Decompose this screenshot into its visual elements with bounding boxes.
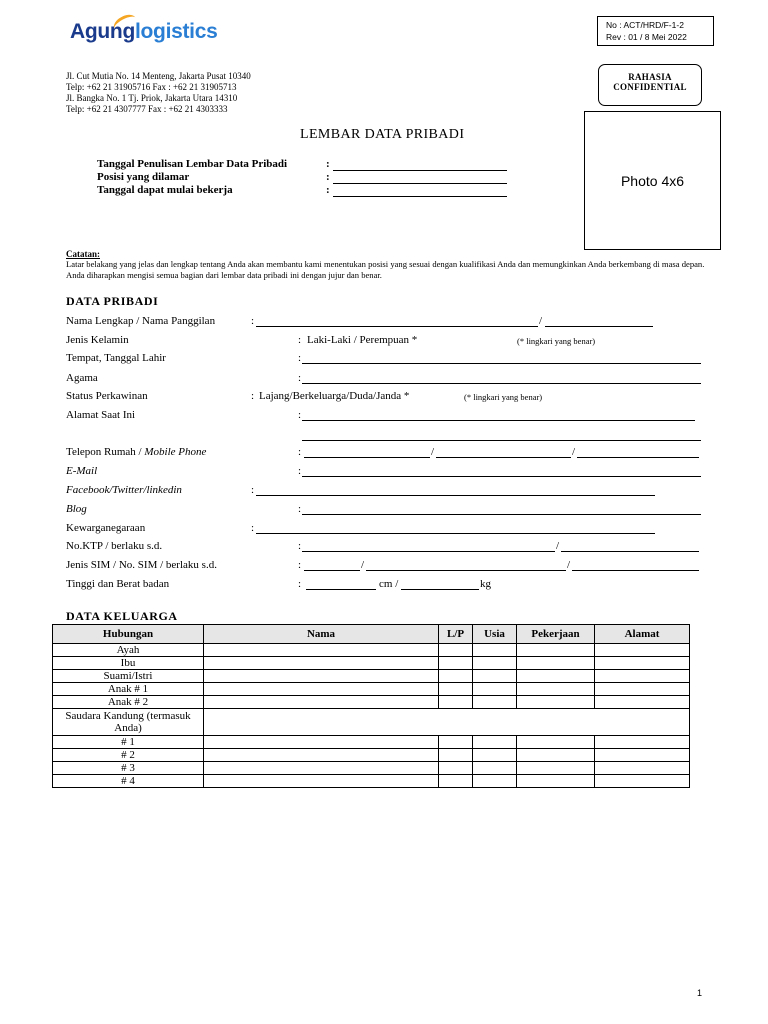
input-address-line2[interactable] [302, 429, 701, 441]
colon: : [251, 390, 255, 402]
input-full-name[interactable] [256, 315, 538, 327]
input-sim-valid-until[interactable] [572, 559, 699, 571]
column-header-relation: Hubungan [53, 625, 204, 644]
note-heading: Catatan: [66, 249, 100, 259]
input-address-line1[interactable] [302, 409, 695, 421]
input-phone-home[interactable] [304, 446, 430, 458]
gender-cell[interactable] [439, 644, 473, 657]
table-row [53, 696, 690, 709]
colon: : [298, 503, 302, 515]
relation-cell: # 1 [53, 736, 204, 749]
relation-cell: # 3 [53, 762, 204, 775]
address-cell[interactable] [595, 775, 690, 788]
label-birth: Tempat, Tanggal Lahir [66, 352, 166, 364]
column-header-address: Alamat [595, 625, 690, 644]
name-cell[interactable] [204, 749, 439, 762]
label-social [66, 484, 182, 496]
label-height-weight: Tinggi dan Berat badan [66, 578, 170, 590]
table-row [53, 736, 690, 749]
gender-cell[interactable] [439, 762, 473, 775]
occupation-cell[interactable] [517, 775, 595, 788]
section-family-data: DATA KELUARGA [66, 609, 178, 623]
table-row-siblings-header [53, 709, 690, 736]
occupation-cell[interactable] [517, 657, 595, 670]
input-ktp-valid-until[interactable] [561, 540, 699, 552]
label-email-text: E-Mail [66, 465, 98, 477]
doc-revision: Rev : 01 / 8 Mei 2022 [606, 32, 687, 42]
age-cell[interactable] [473, 670, 517, 683]
table-row [53, 670, 690, 683]
colon: : [251, 484, 255, 496]
document-number-box [597, 16, 714, 46]
relation-cell-siblings: Saudara Kandung (termasuk Anda) [53, 709, 204, 736]
column-header-occupation: Pekerjaan [517, 625, 595, 644]
label-phone-mobile: Mobile Phone [144, 446, 207, 458]
colon: : [298, 409, 302, 421]
meta-colon: : [326, 184, 330, 196]
label-marital-status: Status Perkawinan [66, 390, 148, 402]
meta-input-start-date[interactable] [333, 186, 507, 197]
section-personal-data: DATA PRIBADI [66, 294, 159, 308]
table-row [53, 775, 690, 788]
input-phone-mobile2[interactable] [577, 446, 699, 458]
form-title: LEMBAR DATA PRIBADI [300, 127, 465, 142]
name-cell[interactable] [204, 775, 439, 788]
company-logo [70, 20, 217, 44]
slash: / [431, 446, 435, 458]
occupation-cell[interactable] [517, 736, 595, 749]
address-line: Jl. Bangka No. 1 Tj. Priok, Jakarta Utara 14310 [66, 93, 238, 103]
company-address [66, 71, 251, 115]
colon: : [298, 465, 302, 477]
gender-cell[interactable] [439, 736, 473, 749]
meta-label-start-date: Tanggal dapat mulai bekerja [97, 184, 233, 196]
colon: : [251, 522, 255, 534]
label-social-text: Facebook/Twitter/linkedin [66, 484, 182, 496]
age-cell[interactable] [473, 657, 517, 670]
meta-label-position: Posisi yang dilamar [97, 171, 190, 183]
gender-cell[interactable] [439, 696, 473, 709]
unit-cm: cm / [379, 578, 399, 590]
name-cell[interactable] [204, 762, 439, 775]
label-phone [66, 446, 206, 458]
marital-hint: (* lingkari yang benar) [464, 392, 543, 402]
meta-colon: : [326, 158, 330, 170]
age-cell[interactable] [473, 736, 517, 749]
occupation-cell[interactable] [517, 644, 595, 657]
input-ktp-number[interactable] [302, 540, 555, 552]
address-line: Telp: +62 21 4307777 Fax : +62 21 4303333 [66, 104, 228, 114]
label-gender: Jenis Kelamin [66, 334, 129, 346]
column-header-gender: L/P [439, 625, 473, 644]
colon: : [251, 315, 255, 327]
label-phone-home: Telepon Rumah / [66, 446, 145, 458]
relation-cell: Ibu [53, 657, 204, 670]
confidential-stamp [598, 64, 702, 106]
slash: / [539, 315, 543, 327]
occupation-cell[interactable] [517, 683, 595, 696]
address-cell[interactable] [595, 657, 690, 670]
name-cell[interactable] [204, 670, 439, 683]
input-email[interactable] [302, 465, 701, 477]
relation-cell: # 4 [53, 775, 204, 788]
input-birth[interactable] [302, 352, 701, 364]
colon: : [298, 446, 302, 458]
meta-label-date-written: Tanggal Penulisan Lembar Data Pribadi [97, 158, 288, 170]
colon: : [298, 372, 302, 384]
relation-cell: Ayah [53, 644, 204, 657]
name-cell[interactable] [204, 683, 439, 696]
address-cell[interactable] [595, 762, 690, 775]
colon: : [298, 334, 302, 346]
table-row [53, 683, 690, 696]
column-header-name: Nama [204, 625, 439, 644]
input-sim-number[interactable] [366, 559, 566, 571]
gender-cell[interactable] [439, 775, 473, 788]
table-row [53, 749, 690, 762]
unit-kg: kg [480, 578, 491, 590]
label-full-name: Nama Lengkap / Nama Panggilan [66, 315, 216, 327]
address-cell[interactable] [595, 644, 690, 657]
label-citizenship: Kewarganegaraan [66, 522, 146, 534]
input-social[interactable] [256, 484, 655, 496]
slash: / [556, 540, 560, 552]
logo-text-agung: Agung [70, 20, 135, 43]
meta-colon: : [326, 171, 330, 183]
relation-cell: # 2 [53, 749, 204, 762]
age-cell[interactable] [473, 775, 517, 788]
gender-hint: (* lingkari yang benar) [517, 336, 596, 346]
colon: : [298, 352, 302, 364]
label-email [66, 465, 97, 477]
label-blog-text: Blog [66, 503, 87, 515]
label-blog [66, 503, 87, 515]
logo-text-logistics: logistics [134, 20, 218, 43]
age-cell[interactable] [473, 683, 517, 696]
note-text: Latar belakang yang jelas dan lengkap tentang Anda akan membantu kami menentukan posisi yang sesuai dengan kualifikasi Anda dan memungkinkan Anda berkembang di masa depan. Anda diharapkan mengisi semua bagian dari lembar data pribadi ini dengan jujur dan benar. [66, 259, 705, 280]
relation-cell: Suami/Istri [53, 670, 204, 683]
page-number: 1 [697, 988, 703, 998]
gender-cell[interactable] [439, 657, 473, 670]
confidential-line1: RAHASIA [628, 72, 672, 82]
age-cell[interactable] [473, 749, 517, 762]
table-row [53, 644, 690, 657]
table-row [53, 762, 690, 775]
input-religion[interactable] [302, 372, 701, 384]
gender-cell[interactable] [439, 683, 473, 696]
occupation-cell[interactable] [517, 670, 595, 683]
siblings-merged-cell [204, 709, 690, 736]
label-address: Alamat Saat Ini [66, 409, 136, 421]
table-row [53, 657, 690, 670]
photo-box[interactable] [584, 111, 721, 250]
address-line: Telp: +62 21 31905716 Fax : +62 21 31905713 [66, 82, 237, 92]
input-height[interactable] [306, 578, 376, 590]
colon: : [298, 559, 302, 571]
input-blog[interactable] [302, 503, 701, 515]
address-cell[interactable] [595, 683, 690, 696]
occupation-cell[interactable] [517, 762, 595, 775]
label-religion: Agama [66, 372, 98, 384]
gender-cell[interactable] [439, 749, 473, 762]
photo-label: Photo 4x6 [620, 172, 685, 189]
label-ktp: No.KTP / berlaku s.d. [66, 540, 163, 552]
relation-cell: Anak # 2 [53, 696, 204, 709]
gender-options[interactable]: Laki-Laki / Perempuan * [307, 334, 418, 346]
gender-cell[interactable] [439, 670, 473, 683]
slash: / [361, 559, 365, 571]
name-cell[interactable] [204, 696, 439, 709]
colon: : [298, 540, 302, 552]
family-table [52, 624, 690, 788]
input-phone-mobile1[interactable] [436, 446, 571, 458]
label-sim: Jenis SIM / No. SIM / berlaku s.d. [66, 559, 217, 571]
input-sim-type[interactable] [304, 559, 360, 571]
address-line: Jl. Cut Mutia No. 14 Menteng, Jakarta Pusat 10340 [66, 71, 251, 81]
meta-input-date-written[interactable] [333, 160, 507, 171]
address-cell[interactable] [595, 749, 690, 762]
address-cell[interactable] [595, 670, 690, 683]
colon: : [298, 578, 302, 590]
doc-number: No : ACT/HRD/F-1-2 [606, 20, 684, 30]
slash: / [572, 446, 576, 458]
column-header-age: Usia [473, 625, 517, 644]
table-header-row [53, 625, 690, 644]
name-cell[interactable] [204, 644, 439, 657]
address-cell[interactable] [595, 696, 690, 709]
age-cell[interactable] [473, 644, 517, 657]
confidential-line2: CONFIDENTIAL [613, 82, 687, 92]
name-cell[interactable] [204, 657, 439, 670]
marital-options[interactable]: Lajang/Berkeluarga/Duda/Janda * [259, 390, 410, 402]
age-cell[interactable] [473, 762, 517, 775]
occupation-cell[interactable] [517, 749, 595, 762]
meta-input-position[interactable] [333, 173, 507, 184]
name-cell[interactable] [204, 736, 439, 749]
age-cell[interactable] [473, 696, 517, 709]
input-citizenship[interactable] [256, 522, 655, 534]
input-weight[interactable] [401, 578, 479, 590]
occupation-cell[interactable] [517, 696, 595, 709]
input-nickname[interactable] [545, 315, 653, 327]
relation-cell: Anak # 1 [53, 683, 204, 696]
slash: / [567, 559, 571, 571]
address-cell[interactable] [595, 736, 690, 749]
